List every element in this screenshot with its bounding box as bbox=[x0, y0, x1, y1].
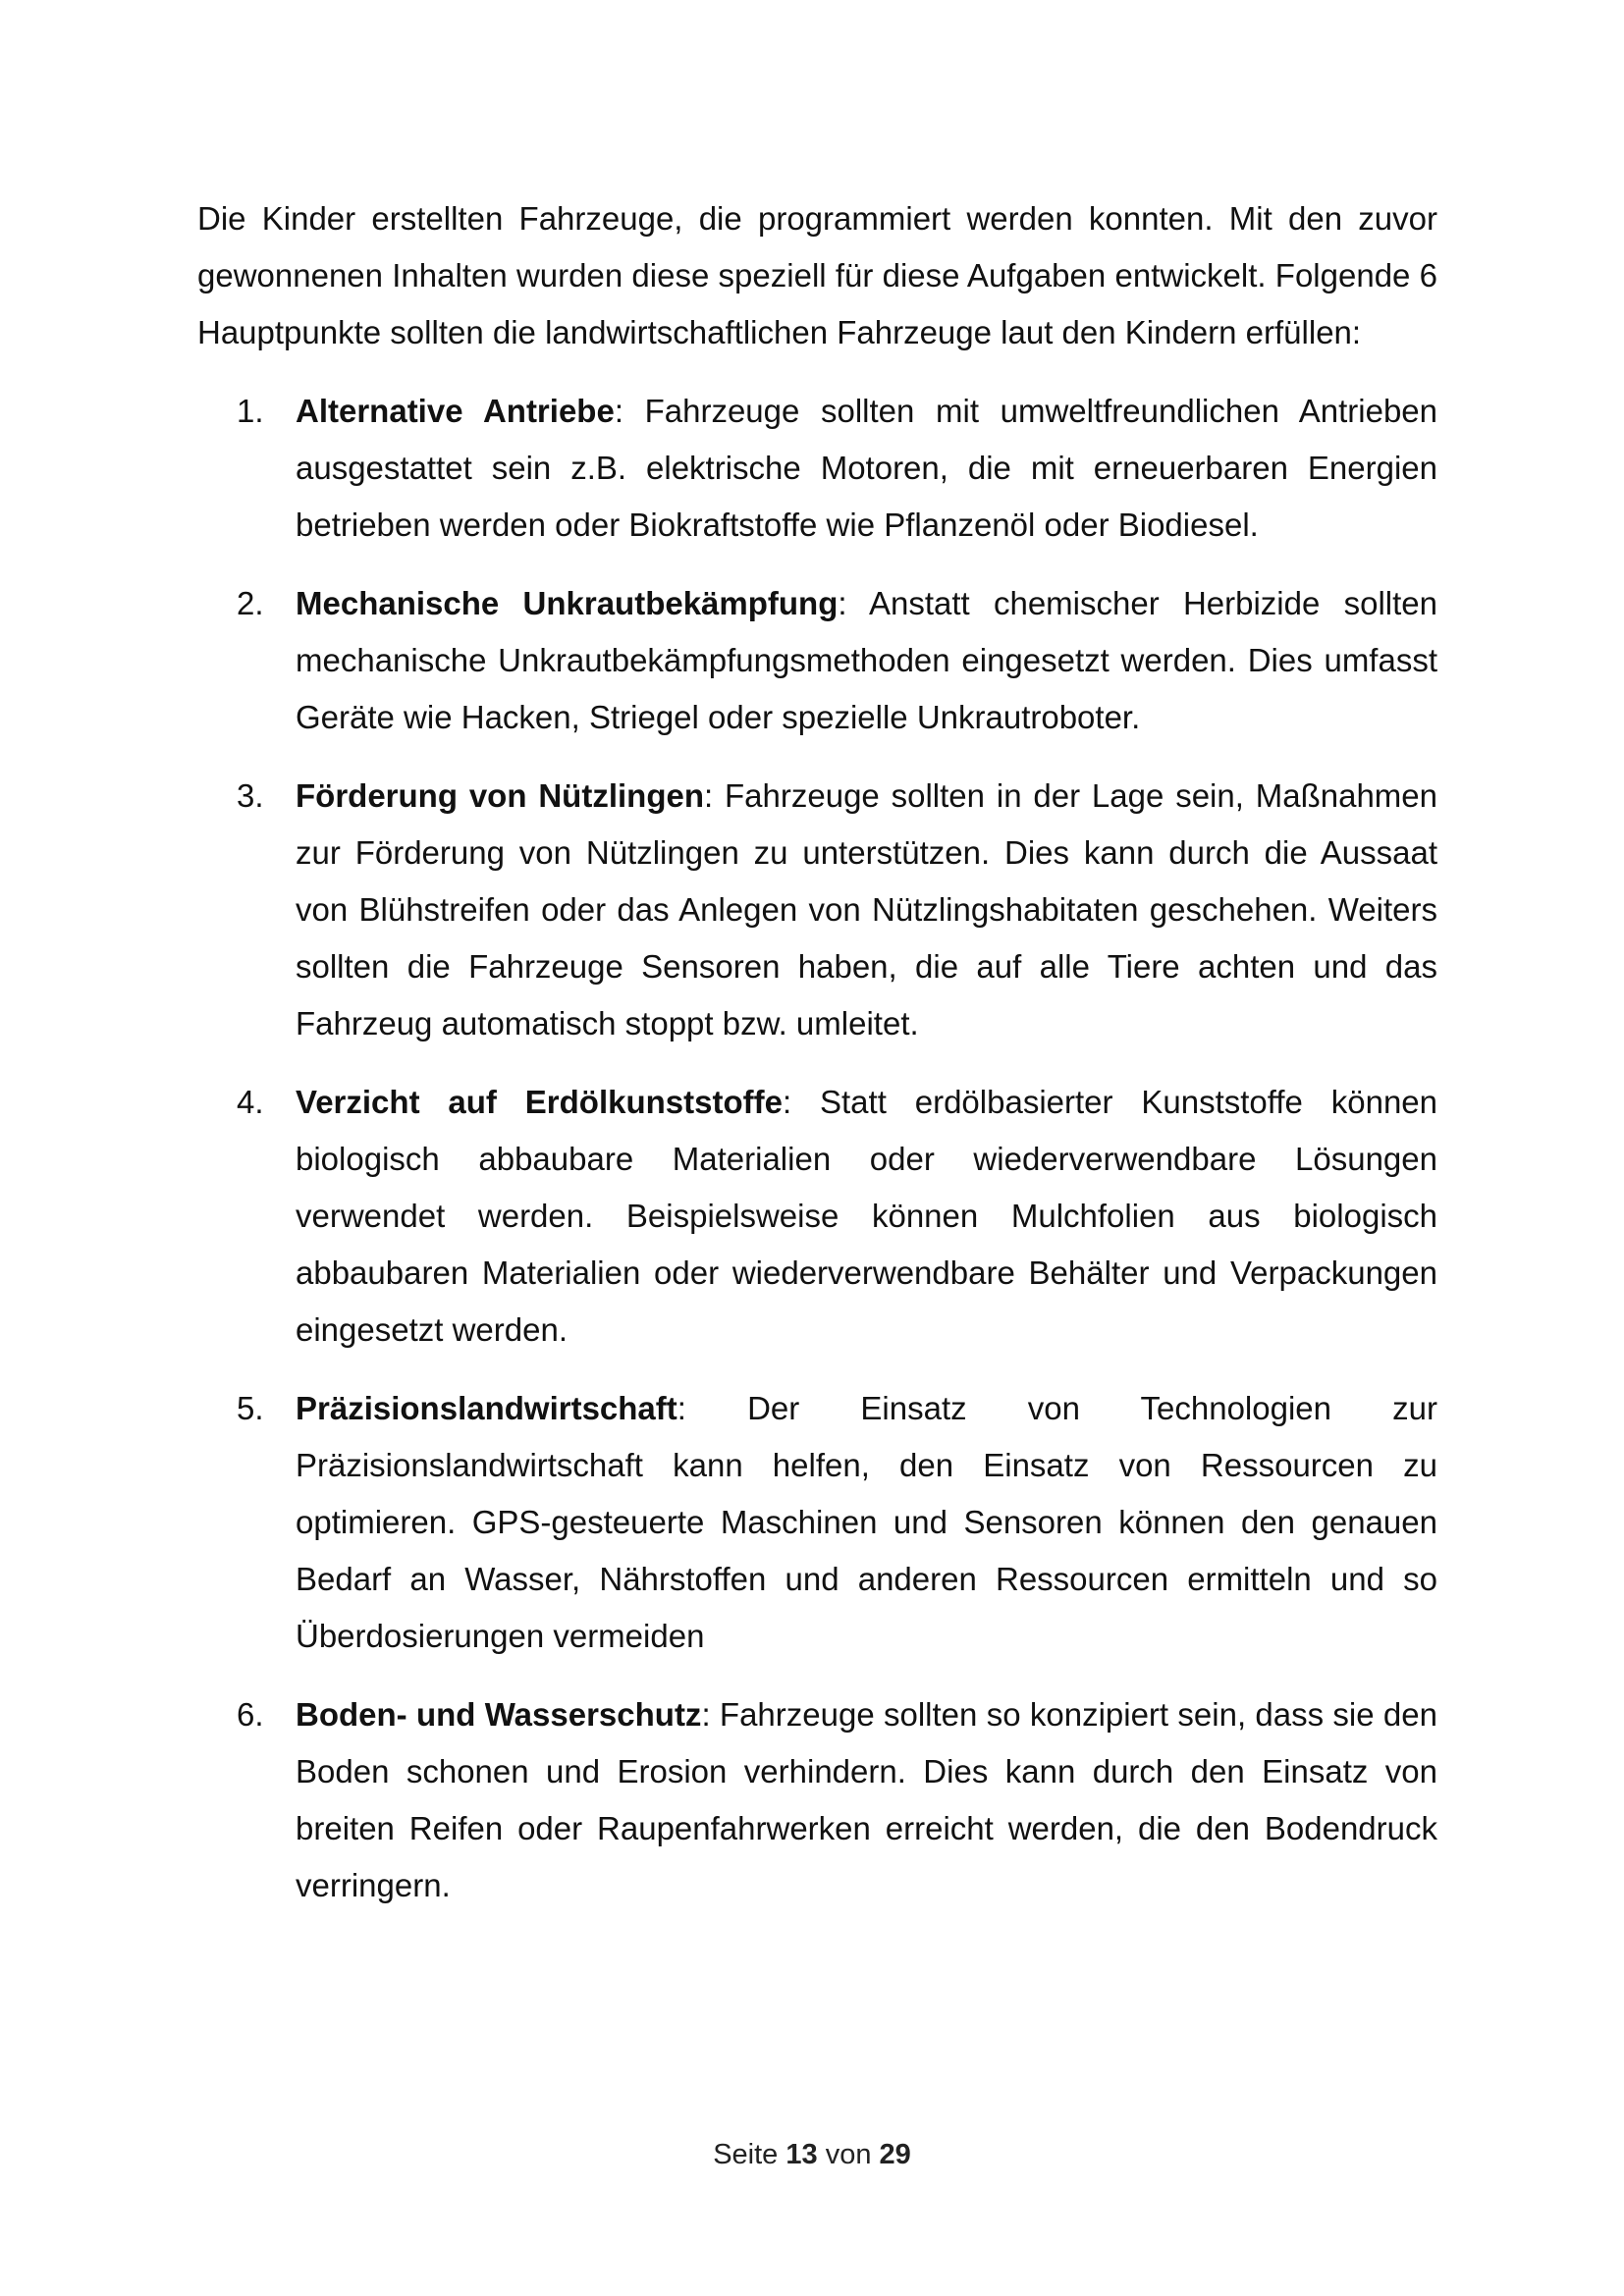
list-item-body bbox=[296, 768, 1437, 1052]
list-item-title: Alternative Antriebe bbox=[296, 393, 615, 429]
list-item-body bbox=[296, 1686, 1437, 1914]
list-item-text: : Fahrzeuge sollten in der Lage sein, Maßnahmen zur Förderung von Nützlingen zu unterstützen. Dies kann durch die Aussaat von Blühstreifen oder das Anlegen von Nützlingshabitaten geschehen. Weiters sollten die Fahrzeuge Sensoren haben, die auf alle Tiere achten und das Fahrzeug automatisch stoppt bzw. umleitet. bbox=[296, 777, 1437, 1041]
list-item-title: Boden- und Wasserschutz bbox=[296, 1696, 702, 1733]
list-item bbox=[197, 383, 1437, 554]
list-item-number: 2. bbox=[237, 585, 264, 621]
list-item-body bbox=[296, 575, 1437, 746]
list-item-number: 3. bbox=[237, 777, 264, 814]
list-item bbox=[197, 1074, 1437, 1359]
total-pages-number: 29 bbox=[879, 2139, 911, 2170]
list-item-number: 5. bbox=[237, 1390, 264, 1426]
page-footer bbox=[0, 2135, 1624, 2174]
list-item bbox=[197, 1686, 1437, 1914]
list-item bbox=[197, 1380, 1437, 1665]
footer-prefix: Seite bbox=[713, 2139, 786, 2170]
list-item-title: Förderung von Nützlingen bbox=[296, 777, 704, 814]
list-item-title: Verzicht auf Erdölkunststoffe bbox=[296, 1084, 783, 1120]
list-item-number: 4. bbox=[237, 1084, 264, 1120]
list-item-text: : Anstatt chemischer Herbizide sollten mechanische Unkrautbekämpfungsmethoden eingesetzt werden. Dies umfasst Geräte wie Hacken, Striegel oder spezielle Unkrautroboter. bbox=[296, 585, 1437, 735]
list-item-title: Mechanische Unkrautbekämpfung bbox=[296, 585, 839, 621]
list-item-body bbox=[296, 1074, 1437, 1359]
list-item-text: : Statt erdölbasierter Kunststoffe können biologisch abbaubare Materialien oder wiederverwendbare Lösungen verwendet werden. Beispielsweise können Mulchfolien aus biologisch abbaubaren Materialien oder wiederverwendbare Behälter und Verpackungen eingesetzt werden. bbox=[296, 1084, 1437, 1348]
list-item-text: : Fahrzeuge sollten so konzipiert sein, dass sie den Boden schonen und Erosion verhindern. Dies kann durch den Einsatz von breiten Reifen oder Raupenfahrwerken erreicht werden, die den Bodendruck verringern. bbox=[296, 1696, 1437, 1903]
list-item-number: 1. bbox=[237, 393, 264, 429]
list-item bbox=[197, 575, 1437, 746]
list-item-number: 6. bbox=[237, 1696, 264, 1733]
list-item-body bbox=[296, 1380, 1437, 1665]
page-content bbox=[197, 190, 1437, 1936]
list-item-text: : Fahrzeuge sollten mit umweltfreundlichen Antrieben ausgestattet sein z.B. elektrische Motoren, die mit erneuerbaren Energien betrieben werden oder Biokraftstoffe wie Pflanzenöl oder Biodiesel. bbox=[296, 393, 1437, 543]
list-item-body bbox=[296, 383, 1437, 554]
current-page-number: 13 bbox=[785, 2139, 818, 2170]
list-item-text: : Der Einsatz von Technologien zur Präzisionslandwirtschaft kann helfen, den Einsatz von Ressourcen zu optimieren. GPS-gesteuerte Maschinen und Sensoren können den genauen Bedarf an Wasser, Nährstoffen und anderen Ressourcen ermitteln und so Überdosierungen vermeiden bbox=[296, 1390, 1437, 1654]
footer-separator: von bbox=[817, 2139, 880, 2170]
intro-paragraph: Die Kinder erstellten Fahrzeuge, die programmiert werden konnten. Mit den zuvor gewonnenen Inhalten wurden diese speziell für diese Aufgaben entwickelt. Folgende 6 Hauptpunkte sollten die landwirtschaftlichen Fahrzeuge laut den Kindern erfüllen: bbox=[197, 200, 1437, 350]
list-item bbox=[197, 768, 1437, 1052]
requirements-list bbox=[197, 383, 1437, 1914]
list-item-title: Präzisionslandwirtschaft bbox=[296, 1390, 677, 1426]
